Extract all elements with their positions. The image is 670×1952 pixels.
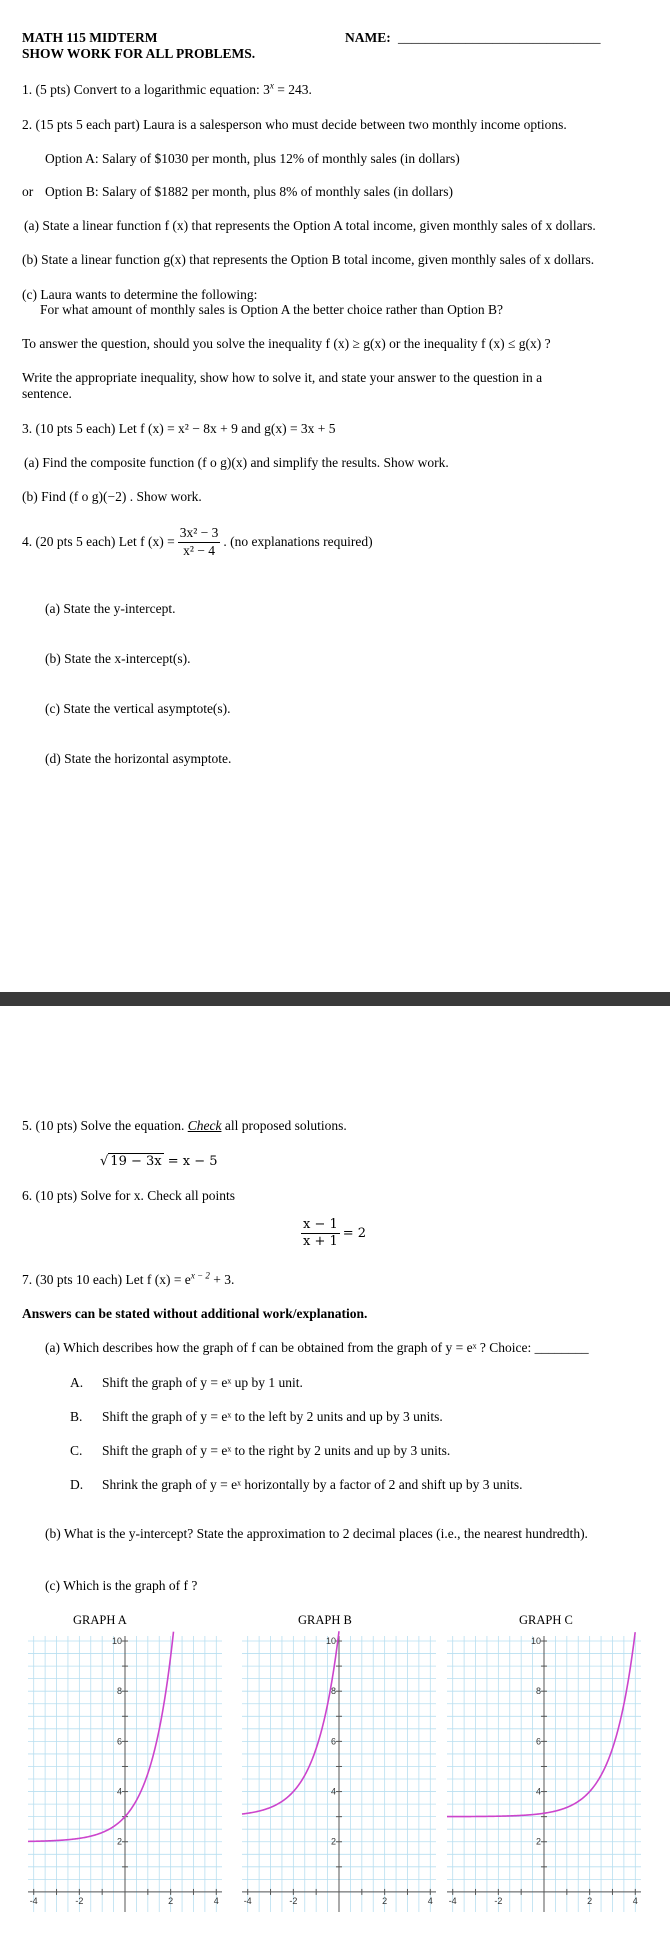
x-tick-label: 4: [427, 1895, 433, 1906]
q4-fraction: $\frac{\text{3x² − 3}}{\text{x² − 4}}$: [179, 525, 219, 558]
x-tick-label: -2: [75, 1895, 84, 1906]
question-2c-line1: (c) Laura wants to determine the following:: [22, 287, 258, 302]
question-2-intro: 2. (15 pts 5 each part) Laura is a salesperson who must decide between two monthly income options.: [22, 117, 567, 132]
name-label: NAME:: [345, 30, 391, 45]
x-tick-label: -4: [29, 1895, 38, 1906]
option-b: Option B: Salary of $1882 per month, plus 8% of monthly sales (in dollars): [45, 184, 453, 199]
graph-c-title: GRAPH C: [519, 1613, 573, 1627]
y-tick-label: 4: [330, 1786, 336, 1797]
x-tick-label: 2: [587, 1895, 593, 1906]
y-tick-label: 4: [535, 1786, 541, 1797]
x-tick-label: 2: [168, 1895, 174, 1906]
y-tick-label: 6: [535, 1736, 541, 1747]
graph-a[interactable]: [22, 1626, 228, 1926]
y-tick-label: 8: [330, 1686, 336, 1697]
question-2c-line2: For what amount of monthly sales is Option A the better choice rather than Option B?: [40, 302, 504, 317]
x-tick-label: 4: [632, 1895, 638, 1906]
y-tick-label: 8: [535, 1686, 541, 1697]
x-tick-label: 4: [213, 1895, 219, 1906]
name-line[interactable]: ______________________________: [398, 30, 601, 45]
question-3-intro: 3. (10 pts 5 each) Let f (x) = x² − 8x + 9 and g(x) = 3x + 5: [22, 421, 336, 436]
y-tick-label: 2: [116, 1836, 122, 1847]
question-2-inequality: To answer the question, should you solve the inequality f (x) ≥ g(x) or the inequality f (x) ≤ g(x) ?: [22, 336, 551, 351]
question-2a: (a) State a linear function f (x) that represents the Option A total income, given monthly sales of x dollars.: [24, 218, 596, 233]
y-tick-label: 10: [111, 1636, 122, 1647]
question-1: 1. (5 pts) Convert to a logarithmic equation: $3^x = 243$.: [22, 80, 312, 97]
instruction: SHOW WORK FOR ALL PROBLEMS.: [22, 46, 256, 61]
y-tick-label: 6: [330, 1736, 336, 1747]
y-tick-label: 2: [330, 1836, 336, 1847]
x-tick-label: -4: [243, 1895, 252, 1906]
graph-a-curve: [28, 1632, 174, 1842]
graph-b-title: GRAPH B: [298, 1613, 352, 1627]
choice-b: B. Shift the graph of y = eˣ to the left by 2 units and up by 3 units.: [70, 1409, 443, 1424]
y-tick-label: 2: [535, 1836, 541, 1847]
y-tick-label: 8: [116, 1686, 122, 1697]
question-7b: (b) What is the y-intercept? State the approximation to 2 decimal places (i.e., the nearest hundredth).: [45, 1526, 588, 1541]
option-a: Option A: Salary of $1030 per month, plus 12% of monthly sales (in dollars): [45, 151, 460, 166]
question-2b: (b) State a linear function g(x) that represents the Option B total income, given monthly sales of x dollars.: [22, 252, 595, 267]
graph-c[interactable]: [441, 1626, 647, 1926]
x-tick-label: -4: [448, 1895, 457, 1906]
question-4d: (d) State the horizontal asymptote.: [45, 751, 232, 766]
graph-a-title: GRAPH A: [73, 1613, 127, 1627]
x-tick-label: -2: [494, 1895, 503, 1906]
question-2-write-line2: sentence.: [22, 386, 72, 401]
question-3b: (b) Find (f o g)(−2) . Show work.: [22, 489, 202, 504]
question-5: 5. (10 pts) Solve the equation. Check all proposed solutions.: [22, 1118, 347, 1133]
or-word: or: [22, 184, 34, 199]
question-3a: (a) Find the composite function (f o g)(x) and simplify the results. Show work.: [24, 455, 449, 470]
question-5-equation: √ 19 − 3x = x − 5: [100, 1154, 218, 1169]
question-7c: (c) Which is the graph of f ?: [45, 1578, 198, 1593]
question-4c: (c) State the vertical asymptote(s).: [45, 701, 231, 716]
choice-d: D. Shrink the graph of y = eˣ horizontally by a factor of 2 and shift up by 3 units.: [70, 1477, 523, 1492]
choice-c: C. Shift the graph of y = eˣ to the right by 2 units and up by 3 units.: [70, 1443, 451, 1458]
y-tick-label: 10: [530, 1636, 541, 1647]
y-tick-label: 4: [116, 1786, 122, 1797]
choice-a: A. Shift the graph of y = eˣ up by 1 unit.: [70, 1375, 303, 1390]
graph-b-curve: [242, 1631, 339, 1814]
question-7-note: Answers can be stated without additional work/explanation.: [22, 1306, 368, 1321]
y-tick-label: 6: [116, 1736, 122, 1747]
question-2-write-line1: Write the appropriate inequality, show how to solve it, and state your answer to the question in a: [22, 370, 543, 385]
question-4b: (b) State the x-intercept(s).: [45, 651, 191, 666]
x-tick-label: -2: [289, 1895, 298, 1906]
page-separator: [0, 992, 670, 1006]
question-6: 6. (10 pts) Solve for x. Check all points: [22, 1188, 235, 1203]
question-4a: (a) State the y-intercept.: [45, 601, 176, 616]
question-7-intro: 7. (30 pts 10 each) Let f $(x) = e^{x - 2} + 3$.: [22, 1270, 235, 1287]
course-title: MATH 115 MIDTERM: [22, 30, 158, 45]
y-tick-label: 10: [325, 1636, 336, 1647]
question-7a: (a) Which describes how the graph of f can be obtained from the graph of y = eˣ ? Choice: ________: [45, 1340, 589, 1355]
x-tick-label: 2: [382, 1895, 388, 1906]
question-4-intro: 4. (20 pts 5 each) Let f (x) = $\frac{\text{3x² − 3}}{\text{x² − 4}}$ . (no explanations required): [22, 525, 373, 558]
question-6-equation: $\frac{x - 1}{x + 1}$ = 2: [303, 1217, 367, 1250]
graph-b[interactable]: [236, 1626, 442, 1926]
